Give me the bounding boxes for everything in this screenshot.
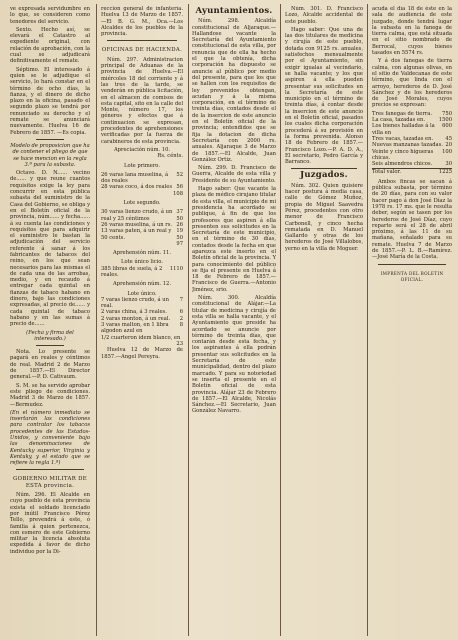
item-value: 7 [179, 296, 183, 303]
column-4 [285, 6, 363, 634]
divider [36, 139, 64, 140]
item-value: 26 [176, 221, 183, 228]
paragraph: Sexto. Hecho así, se elevará el Catastro al expediente original, con relación de aprobación, con la cual se adjudicará definitivamente el remate. [10, 26, 90, 65]
item-row [372, 161, 452, 167]
paragraph: Núm. 296. El Alcalde en cuyo pueblo de esta provincia exista el soldado licenciado por inútil Francisco Pérez Tello, prevendrá á este, ó familia á quien pertenezca, con esmero de este Gobierno militar la licencia absoluta expedida á favor de dicho individuo por la Di- [10, 492, 90, 555]
total-value: 1225 [438, 169, 452, 176]
item-value: 37 50 [176, 209, 183, 222]
lot-label: Lote único licio. [121, 259, 163, 266]
lot-label: Lote primero. [124, 162, 160, 169]
paragraph: S. M. se ha servido aprobar este pliego de condiciones. Madrid 3 de Marzo de 1857.—Bermudez. [10, 382, 90, 408]
section-heading: Ayuntamientos. [195, 6, 273, 16]
item-value: 30 [445, 161, 452, 168]
divider [378, 264, 446, 265]
paragraph: Núm. 297. Administracion principal de Aduanas de la provincia de Huelva.—El miércoles 18 del corriente y á las tres de la tarde, se venderán en pública licitación, en el almacen de comisos de esta capital, sito en la calle del Monte, número 17, los géneros y efectos que á continuacion se expresan, procedentes de aprehensiones verificadas por la fuerza de carabineros de esta provincia. [101, 56, 183, 145]
item-description: Seis almendros chicos. [372, 161, 433, 168]
divider [291, 168, 357, 169]
paragraph: ve expresada servidumbre en lo que, se consideren como tenedores del servicio. [10, 6, 90, 25]
divider [16, 469, 84, 470]
lot-total: 23 [176, 340, 183, 347]
item-description: 1/2 cuarteron idem blanco, en [101, 334, 181, 341]
lot-list [101, 297, 183, 341]
column-5 [372, 6, 452, 634]
item-value: 1500 [438, 117, 452, 124]
paragraph: Núm. 301. D. Francisco Lozo, Alcalde accidental de este pueblo. [285, 6, 363, 25]
paragraph: Núm. 300. Alcaldía constitucional de Alájar.—La titular de medicina y cirujía de esta villa se halla vacante, y el Ayuntamiento que preside ha acordado se anuncie por término de treinta días, que contarán desde esta fecha, y los aspirantes á ella podrán presentar sus solicitudes en la Secretaría de este municipalidad, dentro del plazo marcado. Y para su notoriedad se inserta el presente en el Boletín oficial de esta provincia. Alájar 23 de Febrero de 1857.—El Alcalde, Nicolás Sánchez.—El Secretario, Juan González Navarro. [192, 295, 276, 415]
paragraph: Octavo. D. N...... vecino de...... y que reune cuantos requisitos exige la ley para concurrir en esta pública subasta del suministro de la Casa del Gobierno, se obliga y en el Boletín oficial de la provincia, núm...... y fecha...... á su cuenta las condiciones y requisitos que para adquirir el suministro le bastan la adjudicación del servicio referente á sanar á los fabricantes de tabacos del reino, en los que sean necesarios para las mismas el de cada una de las arrobas, medio, y en recaudo á entregar cada quintal en fianzas de tabaco habano en dinero, bajo las condiciones expresadas, al precio de...... y cada quintal de tabaco habano y en las sumas á precio de...... [10, 170, 90, 328]
units-label: Rs. cénts. [157, 153, 183, 160]
item-description: Nuevas manzanas tazadas. [372, 142, 443, 149]
lot-label: Lote segundo. [123, 200, 161, 207]
item-description: 385 libras de suela, á 2 reales. [101, 265, 163, 278]
printer-imprint: IMPRENTA DEL BOLETIN OFICIAL. [380, 270, 444, 282]
total-row [372, 168, 452, 175]
item-description: 30 varas lienzo crudo, á un real y 25 céntimos [101, 209, 173, 222]
divider [107, 40, 177, 41]
item-description: 7 varas lienzo crudo, á un real. [101, 296, 169, 310]
lot-list [101, 266, 183, 279]
column-2 [101, 6, 183, 634]
item-value: 750 [442, 110, 452, 117]
paragraph: Hago saber: Que una de las dos titulares de medicina y cirujía de este pueblo, dotada con 9125 rs. anuales, satisfechos mensualmente por el Ayuntamiento, sin exigir igualas al vecindario, se halla vacante; y los que aspiren á ella pueden presentar sus solicitudes en la Secretaría de este municipio en el término de treinta días, á contar desde la insercion de este anuncio en el Boletín oficial, pasados los cuales dicha corporación procederá á su provisión en la forma prevenida. Alonso 18 de Febrero de 1857.—Francisco Lozo.—P. A. D. A., El secretario, Pedro García y Barranco. [285, 26, 363, 166]
signature-note: (Fecha y firma del interesado.) [26, 329, 74, 342]
column-divider [280, 4, 281, 636]
item-value: 2 [179, 315, 183, 322]
item-row [101, 228, 183, 241]
section-heading: GOBIERNO MILITAR DE ESTA provincia. [13, 476, 87, 489]
item-description: 13 varas paten, á un real y 50 cents. [101, 228, 172, 241]
item-description: Los bienes halladas á la villa en [372, 123, 435, 136]
paragraph: Y á dos fanegas de tierra calma, con algunas olivas, en el sitio de Valdecanas de este término, que linda con el arroyo, herederos de D. José Sánchez y de los herederos de José Morales, cuyos precios se expresan: [372, 58, 452, 109]
item-value: 600 [442, 123, 452, 130]
lot-list [101, 172, 183, 191]
paragraph: Hago saber: Que vacante la plaza de médico cirujano titular de esta villa, el municipio de mi presidencia ha acordado se publique, á fin de que los profesores que aspiren á ella presenten sus solicitudes en la Secretaría de este municipio, en el término de 30 días, contados desde la fecha en que aparezca este inserto en el Boletín oficial de la provincia. Y para conocimiento del público se fija el presente en Huelva á 18 de Febrero de 1857.—Francisco de Guerra.—Antonio Jiménez, srio. [192, 186, 276, 293]
paragraph: Ambos fincas se sacan á pública subasta, por término de 20 días, para con su valor hacer pago á don José Díaz la 1978 rs. 17 ms. que le resulta deber, según se tasen por los herederos de José Díaz, cuyo reparto será el 28 de abril próximo, á las 11 de su mañana, señalado para su remate. Huelva 7 de Marzo de 1857.—P. L. B.—Ramírez.—José María de la Costa. [372, 178, 452, 261]
paragraph: Núm. 302. Quien quisiere hacer postura á media casa, calle de Gómez Muñoz, propia de Miguel Saavedra Pérez, procedentes con otro menor de Francisco Carbonell, y cinco hecha rematada en D. Manuel Gallardo y otras de los herederos de José Villalobos, yerno en la villa de Moguer. [285, 182, 363, 252]
item-description: 3 varas malton, en 1 libra algodon azul en [101, 322, 169, 335]
divider [36, 345, 64, 346]
item-value: 100 [442, 148, 452, 155]
valuation-list [372, 111, 452, 168]
paragraph: reccion general de infantería. Huelva 13 de Marzo de 1857. —El B. G. M., Oca.—Los Alcaldes de los pueblos de la provincia. [101, 6, 183, 38]
appraisal-label: Aprehensión núm. 11. [113, 250, 171, 257]
item-description: Veinte y cinco higueras chicas. [372, 148, 434, 161]
item-row [372, 123, 452, 136]
paragraph: Nota. Lo presente se pagará en reales y céntimos de real. Madrid 2 de Marzo de 1857.—El Director general.—P. D. Cativaum. [10, 349, 90, 381]
column-divider [96, 4, 97, 636]
item-value: 45 [445, 135, 452, 142]
column-3 [192, 6, 276, 634]
item-row [101, 172, 183, 185]
appraisal-label: Apreciación núm. 10. [113, 146, 171, 153]
item-description: 26 varas muselina, á un rs. [101, 221, 173, 228]
item-value: 19 50 [176, 228, 183, 241]
item-row [101, 184, 183, 190]
item-row [101, 297, 183, 310]
section-heading: Juzgados. [300, 170, 348, 181]
item-description: 28 varas coco, á dos reales [101, 184, 173, 191]
lot-list [101, 209, 183, 240]
column-divider [367, 4, 368, 636]
item-row [101, 322, 183, 335]
model-heading: Modelo de proposicion que ha de contener el pliego de que se hace mencion en la regla 3.ª para la subasta. [10, 142, 90, 168]
item-description: 26 varas lana muselina, á dos reales [101, 171, 169, 185]
item-row [101, 266, 183, 279]
item-value: 52 [176, 171, 183, 178]
appraisal-label: Aprehensión núm. 12. [113, 281, 171, 288]
item-value: 6 [179, 309, 183, 316]
item-value: 20 [445, 142, 452, 149]
item-value: 8 [179, 322, 183, 329]
item-row [101, 335, 183, 341]
paragraph: acuda el día 18 de éste en la sala de audiencia de este juzgado, donde tendrá lugar la subasta en la fanega de tierra calma, que está situada en el sitio nombrado de Berrocal, cuyos bienes tasados en 5574 rs. [372, 6, 452, 57]
item-description: 2 varas china, á 3 reales. [101, 309, 167, 316]
item-row [372, 149, 452, 162]
item-description: 2 varas monton, á un real. [101, 315, 171, 322]
closing-line: Huelva 12 de Marzo de 1857.—Angel Pereyra. [101, 347, 183, 360]
item-value: 56 [176, 184, 183, 191]
item-value: 1110 [169, 265, 183, 272]
section-heading: OFICINAS DE HACIENDA. [101, 47, 183, 54]
lot-total: 108 [173, 190, 183, 197]
lot-label: Lote único. [127, 290, 157, 297]
paragraph: Núm. 298. Alcaldía constitucional de Aljaraque.—Hallandose vacante la Secretaría del Ayuntamiento constitucional de esta villa, por renuncia que de ella ha hecho el que la obtenía, dicha corporación ha dispuesto se anuncie al público por medio del presente, para que los que se hallen con los requisitos de ley prevenidos obtengan, acudan y á la misma corporación, en el término de treinta días, contados desde el de la insercion de este anuncio en el Boletín oficial de la provincia; entendidos que se fija la dotacion de dicha Secretaría con 2000 rs. anuales. Aljaraque 3 de Marzo de 1857.—El Alcalde, Juan González Ortiz. [192, 18, 276, 163]
note-paragraph: (En el número inmediato se insertarán las condiciones para contratar los tabacos procedentes de las Estados-Unidos, y conveniente bajo las denominaciones de Kentucky superior, Virginia y Kentuky, y el estado que se refiere la regla 1.ª) [10, 409, 90, 467]
item-description: Tres fanegas de tierra. [372, 110, 433, 117]
paragraph: Séptimo. El interesado á quien se le adjudique el servicio, lo hará constar en el término de ocho días, la fianza, y el dinero de dicho plazo en la oficina, pasado el segundo plazo se tendrá por renunciado su derecho y el remate se anunciará nuevamente. Huelva 16 de Febrero de 1857. —Es copia. [10, 66, 90, 136]
column-1 [10, 6, 90, 634]
lot-total: 97 [176, 240, 183, 247]
column-divider [188, 4, 189, 636]
item-row [101, 209, 183, 222]
item-description: Tres vacas, tazadas en. [372, 135, 434, 142]
paragraph: Núm. 299. D. Francisco de Guerra, Alcalde de esta villa y Presidente de su Ayuntamiento. [192, 165, 276, 184]
item-description: La casa, tazadas en. [372, 117, 426, 124]
total-label: Total valor. [372, 169, 402, 176]
